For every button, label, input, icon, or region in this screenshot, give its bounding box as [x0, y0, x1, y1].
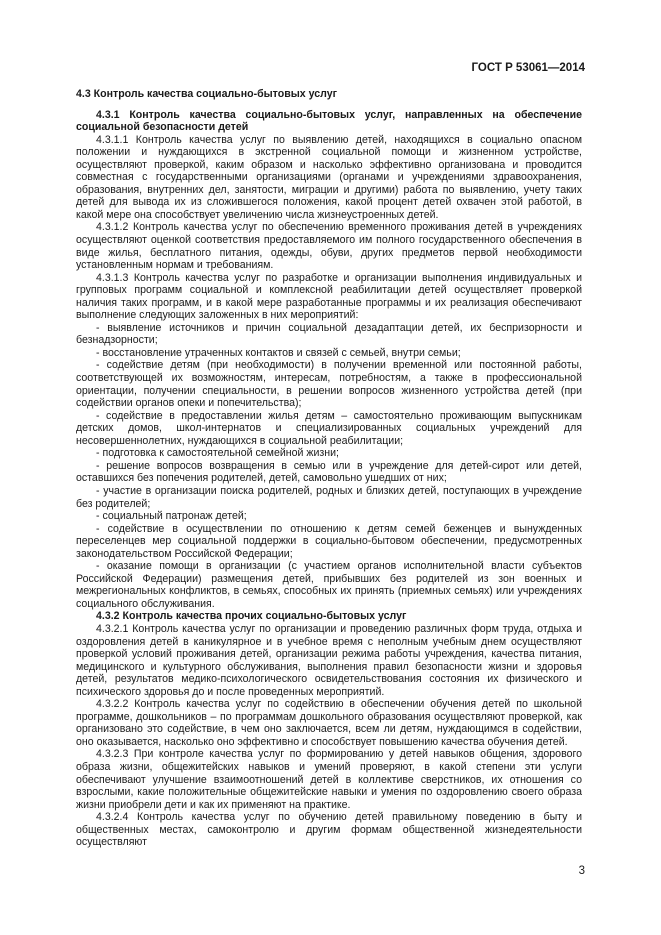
- document-body: [76, 88, 582, 849]
- list-item: - содействие детям (при необходимости) в получении временной или постоянной работы, соответствующей их возможностям, интересам, потребностям, а также в профессиональной ориентации, получении специальности, в решении вопросов жизненного устройства детей (при содействии органов опеки и попечительства);: [76, 359, 582, 410]
- paragraph: 4.3.1.1 Контроль качества услуг по выявлению детей, находящихся в социально опасном положении и нуждающихся в экстренной социальной помощи и жизненном устройстве, осуществляют проверкой, каким образом и насколько эффективно организована и проводится совместная с государственными организациями (органами и учреждениями здравоохранения, образования, внутренних дел, занятости, миграции и другими) работа по выявлению, учету таких детей для вывода их из сложившегося положения, какой процент детей охвачен этой работой, в какой мере она способствует увеличению числа жизнеустроенных детей.: [76, 133, 582, 221]
- section-heading-4-3: 4.3 Контроль качества социально-бытовых услуг: [76, 88, 338, 100]
- list-item: - социальный патронаж детей;: [96, 510, 247, 523]
- paragraph: 4.3.1.3 Контроль качества услуг по разработке и организации выполнения индивидуальных и групповых программ социальной и комплексной реабилитации детей осуществляет проверкой наличия таких программ, и в какой мере разработанные программы и их реализация обеспечивают выполнение следующих заложенных в них мероприятий:: [76, 271, 582, 322]
- paragraph: 4.3.2.3 При контроле качества услуг по формированию у детей навыков общения, здорового образа жизни, общежитейских навыков и умений проверяют, в какой степени эти услуги обеспечивают улучшение взаимоотношений детей в коллективе сверстников, их отношения со взрослыми, какие положительные общежитейские навыки и умения по оздоровлению своего образа жизни приобрели дети и как их применяют на практике.: [76, 748, 582, 811]
- paragraph: 4.3.2.2 Контроль качества услуг по содействию в обеспечении обучения детей по школьной программе, дошкольников – по программам дошкольного образования осуществляют проверкой, как организовано это содействие, в чем оно заключается, всем ли детям, нуждающимся в содействии, оно оказывается, насколько оно эффективно и способствует повышению качества обучения детей.: [76, 698, 582, 748]
- section-heading-4-3-1: 4.3.1 Контроль качества социально-бытовых услуг, направленных на обеспечение социальной безопасности детей: [76, 108, 582, 134]
- list-item: - участие в организации поиска родителей, родных и близких детей, поступающих в учреждение без родителей;: [76, 484, 582, 510]
- paragraph: 4.3.2.1 Контроль качества услуг по организации и проведению различных форм труда, отдыха и оздоровления детей в каникулярное и в учебное время с неполным учебным днем осуществляют проверкой условий проживания детей, организации режима работы учреждения, качества питания, медицинского и культурного обслуживания, выполнения правил безопасности жизни и здоровья детей, результатов медико-психологического освидетельствования состояния их физического и психического здоровья до и после проведенных мероприятий.: [76, 622, 582, 698]
- section-heading-4-3-2: 4.3.2 Контроль качества прочих социально-бытовых услуг: [96, 610, 407, 623]
- list-item: - восстановление утраченных контактов и связей с семьей, внутри семьи;: [96, 346, 461, 359]
- paragraph: 4.3.1.2 Контроль качества услуг по обеспечению временного проживания детей в учреждениях осуществляют оценкой соответствия предоставляемого им полного государственного обеспечения в виде жилья, бесплатного питания, одежды, обуви, других предметов первой необходимости установленным нормам и требованиям.: [76, 221, 582, 272]
- list-item: - выявление источников и причин социальной дезадаптации детей, их беспризорности и безнадзорности;: [76, 321, 582, 347]
- document-header: ГОСТ Р 53061—2014: [471, 62, 585, 74]
- page-number: 3: [578, 865, 585, 877]
- list-item: - содействие в осуществлении по отношению к детям семей беженцев и вынужденных переселенцев мер социальной поддержки в социально-бытовом обеспечении, предусмотренных законодательством Российской Федерации;: [76, 522, 582, 560]
- list-item: - содействие в предоставлении жилья детям – самостоятельно проживающим выпускникам детских домов, школ-интернатов и специализированных социальных учреждений для несовершеннолетних, нуждающихся в социальной реабилитации;: [76, 409, 582, 447]
- list-item: - оказание помощи в организации (с участием органов исполнительной власти субъектов Российской Федерации) размещения детей, прибывших без родителей из зон военных и межрегиональных конфликтов, в семьях, способных их принять (приемных семьях) или учреждениях социального обслуживания.: [76, 560, 582, 610]
- list-item: - решение вопросов возвращения в семью или в учреждение для детей-сирот или детей, оставшихся без попечения родителей, детей, самовольно ушедших от них;: [76, 459, 582, 485]
- paragraph: 4.3.2.4 Контроль качества услуг по обучению детей правильному поведению в быту и общественных местах, самоконтролю и другим формам общественной жизнедеятельности осуществляют: [76, 811, 582, 849]
- list-item: - подготовка к самостоятельной семейной жизни;: [96, 447, 339, 460]
